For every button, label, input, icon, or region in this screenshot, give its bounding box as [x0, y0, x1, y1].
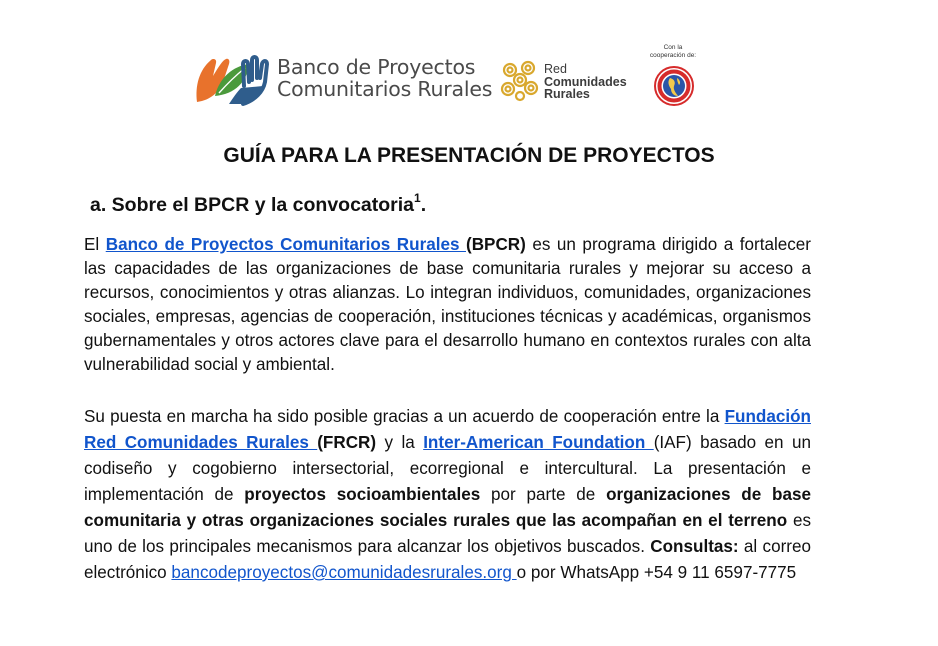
iaf-link[interactable]: Inter-American Foundation: [423, 433, 654, 452]
iaf-caption-line1: Con la: [663, 44, 683, 51]
paragraph-bpcr-description: El Banco de Proyectos Comunitarios Rurales (BPCR) es un programa dirigido a fortalecer las capacidades de las organizaciones de base comunitaria rurales y mejorar su acceso a recursos, conocimientos y otras alianzas. Lo integran individuos, comunidades, organizaciones sociales, empresas, agencias de cooperación, instituciones técnicas y académicas, organismos gubernamentales y otros actores clave para el desarrollo humano en contextos rurales con alta vulnerabilidad social y ambiental.: [84, 235, 811, 374]
frcr-link[interactable]: Fundación Red Comunidades Rurales: [84, 407, 811, 452]
bpcr-logo-line2: Comunitarios Rurales: [277, 77, 493, 101]
frcr-abbreviation: (FRCR): [317, 433, 377, 452]
email-link[interactable]: bancodeproyectos@comunidadesrurales.org: [171, 563, 517, 582]
red-logo-line2: Comunidades: [544, 74, 627, 89]
iaf-seal-icon: [654, 66, 694, 106]
section-heading: a. Sobre el BPCR y la convocatoria$^1$.: [90, 190, 427, 216]
bold-organizaciones: organizaciones de base comunitaria y otras organizaciones sociales rurales que las acompañan en el terreno: [84, 485, 811, 530]
bpcr-abbreviation: (BPCR): [466, 235, 526, 254]
red-logo-line1: Red: [544, 62, 567, 76]
bpcr-link[interactable]: Banco de Proyectos Comunitarios Rurales: [105, 235, 466, 254]
red-comunidades-swirl-icon: [498, 58, 542, 102]
iaf-caption-line2: cooperación de:: [649, 52, 697, 59]
footnote-marker[interactable]: 1: [414, 190, 421, 205]
red-logo-line3: Rurales: [544, 87, 590, 101]
logos-header: [0, 44, 938, 116]
section-heading-text: a. Sobre el BPCR y la convocatoria: [90, 194, 415, 216]
bold-proyectos-socioambientales: proyectos socioambientales: [244, 485, 481, 504]
iaf-logo: [645, 44, 701, 114]
red-comunidades-logo: [498, 58, 638, 104]
document-title: GUÍA PARA LA PRESENTACIÓN DE PROYECTOS: [223, 144, 715, 167]
paragraph-cooperation: Su puesta en marcha ha sido posible gracias a un acuerdo de cooperación entre la Fundación Red Comunidades Rurales (FRCR) y la Inter-American Foundation (IAF) basado en un codiseño y cogobierno intersectorial, ecorregional e intercultural. La presentación e implementación de proyectos socioambientales por parte de organizaciones de base comunitaria y otras organizaciones sociales rurales que las acompañan en el terreno es uno de los principales mecanismos para alcanzar los objetivos buscados. Consultas: al correo electrónico bancodeproyectos@comunidadesrurales.org o por WhatsApp +54 9 11 6597-7775: [84, 407, 811, 582]
bpcr-logo: [193, 52, 493, 108]
hands-leaf-icon: [193, 52, 271, 108]
bpcr-logo-line1: Banco de Proyectos: [277, 55, 476, 79]
bold-consultas: Consultas:: [650, 537, 739, 556]
